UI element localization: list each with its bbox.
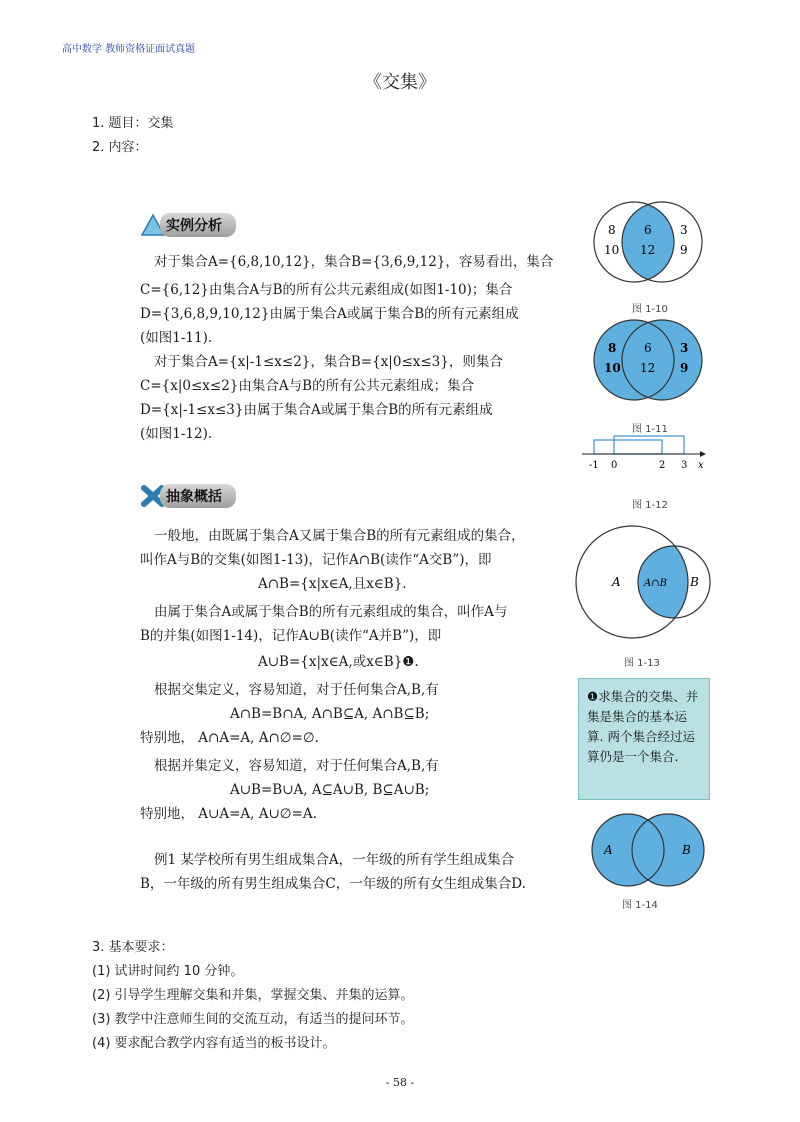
requirement-item: (2) 引导学生理解交集和并集，掌握交集、并集的运算。: [92, 988, 414, 1003]
venn-label: 6: [644, 223, 652, 237]
question-content-label: 2. 内容：: [92, 140, 148, 155]
tick-label: -1: [589, 460, 599, 471]
paragraph-line: (如图1-11).: [140, 330, 213, 346]
paragraph-line: 根据交集定义，容易知道，对于任何集合A,B,有: [154, 682, 439, 698]
tick-label: 2: [659, 460, 666, 471]
paragraph-line: 一般地，由既属于集合A又属于集合B的所有元素组成的集合，: [154, 528, 525, 544]
section-badge-abstract: [140, 484, 236, 508]
venn-label: 12: [640, 243, 656, 257]
venn-label: 6: [644, 341, 652, 355]
requirement-item: (3) 教学中注意师生间的交流互动，有适当的提问环节。: [92, 1012, 414, 1027]
tick-label: 3: [681, 460, 688, 471]
example-line: B，一年级的所有男生组成集合C，一年级的所有女生组成集合D.: [140, 876, 526, 892]
venn-label: 3: [680, 223, 688, 237]
venn-label: B: [690, 575, 699, 589]
formula-line: A∪B=B∪A, A⊆A∪B, B⊆A∪B;: [230, 782, 430, 798]
venn-label: 8: [608, 341, 617, 355]
number-line-fig12: [580, 434, 710, 474]
venn-label: 3: [680, 341, 689, 355]
paragraph-line: (如图1-12).: [140, 426, 213, 442]
page-title: 《交集》: [364, 72, 436, 93]
margin-note: ❶求集合的交集、并集是集合的基本运算. 两个集合经过运算仍是一个集合.: [578, 678, 710, 800]
figure-caption: 图 1-11: [632, 424, 668, 435]
page-header: 高中数学 教师资格证面试真题: [62, 44, 196, 55]
venn-label: A∩B: [644, 578, 667, 589]
venn-label: B: [682, 843, 691, 857]
textbook-excerpt: [140, 180, 800, 920]
paragraph-line: B的并集(如图1-14)，记作A∪B(读作“A并B”)，即: [140, 628, 442, 644]
figure-caption: 图 1-14: [622, 900, 658, 911]
venn-label: 8: [608, 223, 616, 237]
venn-diagram-fig11: [578, 316, 718, 406]
venn-label: 9: [680, 243, 688, 257]
figure-caption: 图 1-10: [632, 304, 668, 315]
requirements-heading: 3. 基本要求：: [92, 940, 174, 955]
requirement-item: (4) 要求配合教学内容有适当的板书设计。: [92, 1036, 336, 1051]
formula-line: A∩B={x|x∈A,且x∈B}.: [258, 576, 407, 592]
requirement-item: (1) 试讲时间约 10 分钟。: [92, 964, 244, 979]
tick-label: 0: [611, 460, 618, 471]
venn-label: 10: [604, 243, 620, 257]
paragraph-line: 对于集合A={6,8,10,12}，集合B={3,6,9,12}，容易看出，集合: [154, 254, 554, 270]
paragraph-line: 叫作A与B的交集(如图1-13)，记作A∩B(读作“A交B”)，即: [140, 552, 492, 568]
paragraph-line: 由属于集合A或属于集合B的所有元素组成的集合，叫作A与: [154, 604, 508, 620]
paragraph-line: 根据并集定义，容易知道，对于任何集合A,B,有: [154, 758, 439, 774]
paragraph-line: C={6,12}由集合A与B的所有公共元素组成(如图1-10)；集合: [140, 282, 513, 298]
paragraph-line: 对于集合A={x|-1≤x≤2}，集合B={x|0≤x≤3}，则集合: [154, 354, 503, 370]
example-line: 例1 某学校所有男生组成集合A，一年级的所有学生组成集合: [154, 852, 515, 868]
paragraph-line: C={x|0≤x≤2}由集合A与B的所有公共元素组成；集合: [140, 378, 475, 394]
figure-caption: 图 1-12: [632, 500, 668, 511]
formula-line: A∩B=B∩A, A∩B⊆A, A∩B⊆B;: [230, 706, 430, 722]
section-badge-example: [140, 213, 236, 237]
page-number: - 58 -: [385, 1076, 415, 1089]
venn-label: 10: [604, 361, 621, 375]
formula-line: 特别地， A∩A=A, A∩∅=∅.: [140, 730, 319, 746]
venn-label: 9: [680, 361, 689, 375]
section-badge-label: 实例分析: [160, 213, 236, 237]
venn-diagram-fig14: [578, 812, 718, 892]
venn-label: 12: [640, 361, 656, 375]
paragraph-line: D={x|-1≤x≤3}由属于集合A或属于集合B的所有元素组成: [140, 402, 493, 418]
venn-diagram-fig13: [572, 524, 712, 640]
venn-diagram-fig10: [578, 198, 718, 288]
venn-label: A: [604, 843, 613, 857]
figure-caption: 图 1-13: [624, 658, 660, 669]
question-topic: 1. 题目：交集: [92, 116, 174, 131]
formula-line: 特别地， A∪A=A, A∪∅=A.: [140, 806, 317, 822]
paragraph-line: D={3,6,8,9,10,12}由属于集合A或属于集合B的所有元素组成: [140, 306, 519, 322]
section-badge-label: 抽象概括: [160, 484, 236, 508]
axis-label: x: [698, 460, 704, 471]
venn-label: A: [612, 575, 621, 589]
formula-line: A∪B={x|x∈A,或x∈B}❶.: [258, 654, 419, 670]
